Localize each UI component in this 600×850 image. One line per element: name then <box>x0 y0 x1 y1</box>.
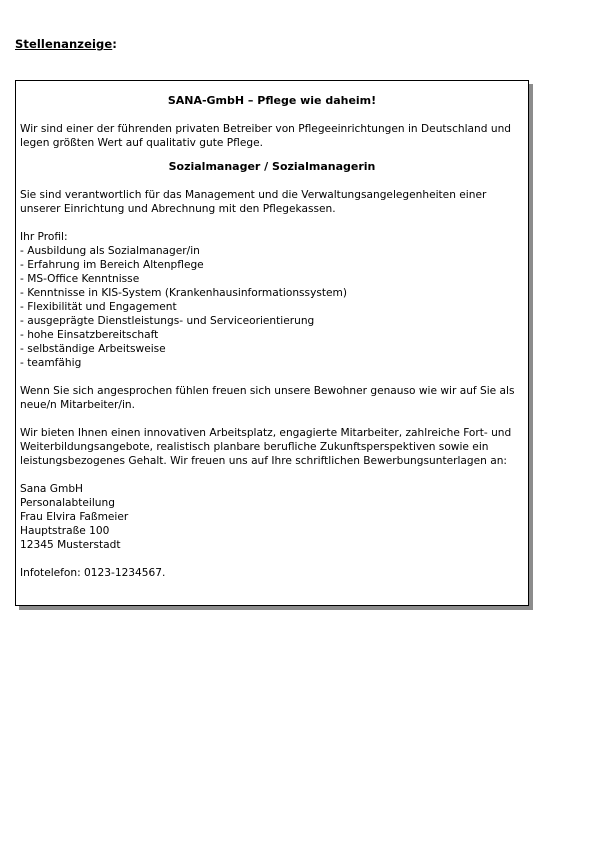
profile-item: - Flexibilität und Engagement <box>20 300 524 314</box>
responsibility-text: Sie sind verantwortlich für das Management und die Verwaltungsangelegenheiten einer unserer Einrichtung und Abrechnung mit den Pflegekassen. <box>20 189 487 215</box>
profile-list <box>20 244 524 370</box>
address-department: Personalabteilung <box>20 497 115 509</box>
profile-item: - Ausbildung als Sozialmanager/in <box>20 244 524 258</box>
job-ad-box <box>15 80 529 606</box>
profile-item: - ausgeprägte Dienstleistungs- und Serviceorientierung <box>20 314 524 328</box>
offer-text: Wir bieten Ihnen einen innovativen Arbeitsplatz, engagierte Mitarbeiter, zahlreiche Fort- und Weiterbildungsangebote, realistisch planbare berufliche Zukunftsperspektiven sowie ein leistungsbezogenes Gehalt. Wir freuen uns auf Ihre schriftlichen Bewerbungsunterlagen an: <box>20 427 512 467</box>
company-title: SANA-GmbH – Pflege wie daheim! <box>167 94 377 107</box>
address-contact: Frau Elvira Faßmeier <box>20 511 129 523</box>
profile-item: - selbständige Arbeitsweise <box>20 342 524 356</box>
page-heading <box>15 37 117 51</box>
heading-colon: : <box>112 37 117 51</box>
heading-label: Stellenanzeige <box>15 37 113 51</box>
address-city: 12345 Musterstadt <box>20 539 121 551</box>
address-block <box>20 482 524 552</box>
profile-item: - Erfahrung im Bereich Altenpflege <box>20 258 524 272</box>
address-company: Sana GmbH <box>20 483 84 495</box>
appeal-text: Wenn Sie sich angesprochen fühlen freuen sich unsere Bewohner genauso wie wir auf Sie als neue/n Mitarbeiter/in. <box>20 385 515 411</box>
intro-text: Wir sind einer der führenden privaten Betreiber von Pflegeeinrichtungen in Deutschland und legen größten Wert auf qualitativ gute Pflege. <box>20 123 512 149</box>
address-street: Hauptstraße 100 <box>20 525 110 537</box>
phone-text: Infotelefon: 0123-1234567. <box>20 567 166 579</box>
profile-item: - teamfähig <box>20 356 524 370</box>
profile-item: - Kenntnisse in KIS-System (Krankenhausinformationssystem) <box>20 286 524 300</box>
profile-heading: Ihr Profil: <box>20 231 68 243</box>
profile-item: - MS-Office Kenntnisse <box>20 272 524 286</box>
profile-item: - hohe Einsatzbereitschaft <box>20 328 524 342</box>
job-title: Sozialmanager / Sozialmanagerin <box>168 160 376 173</box>
